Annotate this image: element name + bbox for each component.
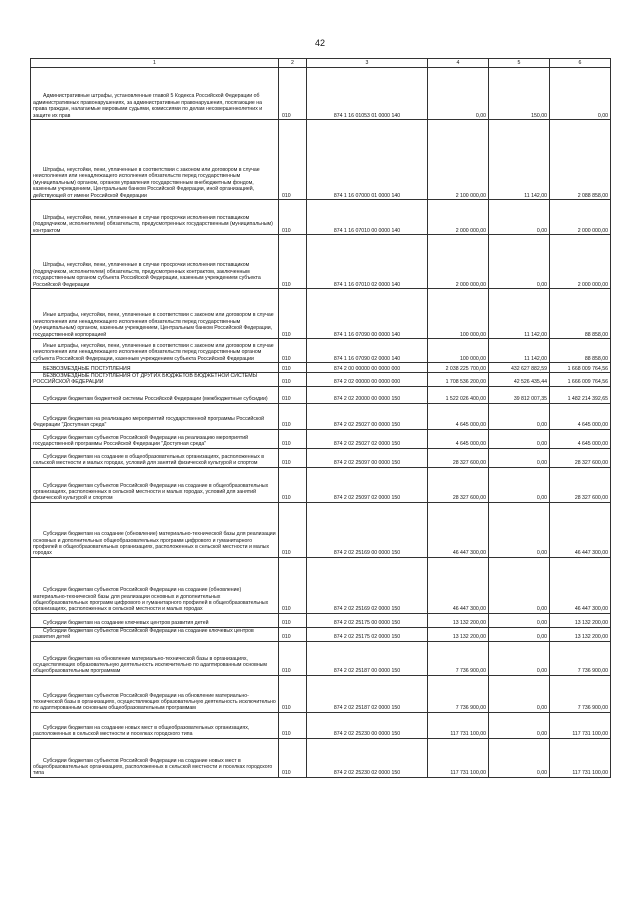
budget-table (30, 58, 611, 778)
column-header: 5 (489, 59, 550, 68)
row-budget-code-cell: 874 1 16 01053 01 0000 140 (307, 68, 428, 120)
row-budget-code-cell: 874 2 02 00000 00 0000 000 (307, 373, 428, 387)
row-budget-code-cell: 874 2 02 25175 00 0000 150 (307, 613, 428, 627)
row-executed-cell: 0,00 (489, 675, 550, 712)
column-header: 4 (428, 59, 489, 68)
table-row (31, 373, 611, 387)
row-executed-cell: 0,00 (489, 429, 550, 448)
table-row (31, 738, 611, 777)
row-budget-code-cell: 874 2 02 25027 00 0000 150 (307, 403, 428, 429)
row-unexecuted-cell: 2 000 000,00 (550, 200, 611, 235)
row-plan-cell: 13 132 200,00 (428, 627, 489, 641)
row-budget-code-cell: 874 2 02 25169 02 0000 150 (307, 557, 428, 613)
row-name-cell (31, 403, 279, 429)
row-line-code-cell: 010 (279, 627, 307, 641)
table-row (31, 712, 611, 738)
row-plan-cell: 2 100 000,00 (428, 120, 489, 200)
row-unexecuted-cell: 1 668 009 764,56 (550, 363, 611, 373)
row-line-code-cell: 010 (279, 502, 307, 557)
row-budget-code-cell: 874 2 02 25175 02 0000 150 (307, 627, 428, 641)
row-plan-cell: 2 000 000,00 (428, 200, 489, 235)
row-unexecuted-cell: 46 447 300,00 (550, 557, 611, 613)
page-number: 42 (314, 38, 325, 48)
table-row (31, 386, 611, 403)
row-unexecuted-cell: 117 731 100,00 (550, 738, 611, 777)
row-name-cell (31, 675, 279, 712)
row-name-cell (31, 373, 279, 387)
row-name-cell (31, 613, 279, 627)
row-name-text: Штрафы, неустойки, пени, уплаченные в соответствии с законом или договором в случае неисполнения или ненадлежащего исполнения обязательств перед государственным (муниципальным) органом, органом управления государственным внебюджетным фондом, казенным учреждением, Центральным банком Российской Федерации, иной организацией, действующей от имени Российской Федерации (33, 166, 260, 199)
row-executed-cell: 0,00 (489, 613, 550, 627)
row-executed-cell: 0,00 (489, 712, 550, 738)
row-executed-cell: 0,00 (489, 557, 550, 613)
row-unexecuted-cell: 13 132 200,00 (550, 627, 611, 641)
row-plan-cell: 7 736 900,00 (428, 675, 489, 712)
table-row (31, 502, 611, 557)
row-executed-cell: 432 627 882,59 (489, 363, 550, 373)
row-unexecuted-cell: 4 645 000,00 (550, 403, 611, 429)
row-name-text: Штрафы, неустойки, пени, уплаченные в случае просрочки исполнения поставщиком (подрядчиком, исполнителем) обязательств, предусмотренных государственным (муниципальным) контрактом (33, 214, 273, 234)
row-unexecuted-cell: 13 132 200,00 (550, 613, 611, 627)
table-row (31, 120, 611, 200)
table-row (31, 429, 611, 448)
row-name-cell (31, 712, 279, 738)
row-name-text: Иные штрафы, неустойки, пени, уплаченные в соответствии с законом или договором в случае неисполнения или ненадлежащего исполнения обязательств перед государственным (муниципальным) органом, казенным учреждением, Центральным банком Российской Федерации, государственной корпорацией (33, 312, 274, 338)
row-name-text: Субсидии бюджетам на создание новых мест в общеобразовательных организациях, расположенных в сельской местности и поселках городского типа (33, 725, 250, 738)
row-budget-code-cell: 874 1 16 07000 01 0000 140 (307, 120, 428, 200)
row-line-code-cell: 010 (279, 200, 307, 235)
row-name-text: Субсидии бюджетам субъектов Российской Федерации на создание в общеобразовательных организациях, расположенных в сельской местности и малых городах, условий для занятий физической культурой и спортом (33, 482, 269, 502)
row-plan-cell: 7 736 900,00 (428, 641, 489, 675)
row-executed-cell: 42 526 435,44 (489, 373, 550, 387)
row-executed-cell: 0,00 (489, 448, 550, 467)
row-line-code-cell: 010 (279, 363, 307, 373)
row-line-code-cell: 010 (279, 467, 307, 502)
row-budget-code-cell: 874 2 02 25187 02 0000 150 (307, 675, 428, 712)
row-executed-cell: 11 142,00 (489, 120, 550, 200)
row-line-code-cell: 010 (279, 675, 307, 712)
row-plan-cell: 2 038 225 700,00 (428, 363, 489, 373)
table-row (31, 68, 611, 120)
row-unexecuted-cell: 4 645 000,00 (550, 429, 611, 448)
row-line-code-cell: 010 (279, 738, 307, 777)
table-row (31, 627, 611, 641)
table-row (31, 641, 611, 675)
row-name-text: Субсидии бюджетам бюджетной системы Российской Федерации (межбюджетные субсидии) (43, 396, 268, 403)
row-unexecuted-cell: 7 736 900,00 (550, 641, 611, 675)
row-name-cell (31, 68, 279, 120)
row-line-code-cell: 010 (279, 429, 307, 448)
row-unexecuted-cell: 2 088 858,00 (550, 120, 611, 200)
row-name-cell (31, 235, 279, 289)
row-plan-cell: 13 132 200,00 (428, 613, 489, 627)
row-plan-cell: 28 327 600,00 (428, 467, 489, 502)
row-budget-code-cell: 874 2 02 25187 00 0000 150 (307, 641, 428, 675)
row-line-code-cell: 010 (279, 403, 307, 429)
row-name-cell (31, 200, 279, 235)
row-budget-code-cell: 874 2 02 25230 00 0000 150 (307, 712, 428, 738)
row-budget-code-cell: 874 2 02 25230 02 0000 150 (307, 738, 428, 777)
row-budget-code-cell: 874 1 16 07090 00 0000 140 (307, 289, 428, 339)
row-unexecuted-cell: 88 858,00 (550, 339, 611, 363)
row-plan-cell: 46 447 300,00 (428, 557, 489, 613)
column-header: 1 (31, 59, 279, 68)
header-row (31, 59, 611, 68)
row-plan-cell: 100 000,00 (428, 339, 489, 363)
table-row (31, 675, 611, 712)
table-row (31, 289, 611, 339)
row-unexecuted-cell: 0,00 (550, 68, 611, 120)
row-name-cell (31, 467, 279, 502)
row-name-text: БЕЗВОЗМЕЗДНЫЕ ПОСТУПЛЕНИЯ ОТ ДРУГИХ БЮДЖЕТОВ БЮДЖЕТНОЙ СИСТЕМЫ РОССИЙСКОЙ ФЕДЕРАЦИИ (33, 373, 258, 386)
row-unexecuted-cell: 28 327 600,00 (550, 467, 611, 502)
table-row (31, 448, 611, 467)
row-line-code-cell: 010 (279, 557, 307, 613)
row-budget-code-cell: 874 2 02 25027 02 0000 150 (307, 429, 428, 448)
row-line-code-cell: 010 (279, 386, 307, 403)
table-row (31, 613, 611, 627)
row-executed-cell: 0,00 (489, 235, 550, 289)
row-executed-cell: 11 142,00 (489, 289, 550, 339)
row-name-text: БЕЗВОЗМЕЗДНЫЕ ПОСТУПЛЕНИЯ (43, 365, 131, 372)
row-name-cell (31, 429, 279, 448)
row-name-cell (31, 289, 279, 339)
row-budget-code-cell: 874 1 16 07010 02 0000 140 (307, 235, 428, 289)
row-executed-cell: 0,00 (489, 502, 550, 557)
row-name-text: Субсидии бюджетам на создание ключевых центров развития детей (43, 620, 209, 627)
row-name-text: Субсидии бюджетам на создание (обновление) материально-технической базы для реализации основных и дополнительных общеобразовательных программ цифрового и гуманитарного профилей в общеобразовательных организациях, расположенных в сельской местности и малых городах (33, 531, 276, 557)
row-budget-code-cell: 874 2 02 25169 00 0000 150 (307, 502, 428, 557)
row-plan-cell: 1 522 026 400,00 (428, 386, 489, 403)
row-name-cell (31, 386, 279, 403)
row-unexecuted-cell: 1 482 214 392,65 (550, 386, 611, 403)
row-unexecuted-cell: 7 736 900,00 (550, 675, 611, 712)
row-unexecuted-cell: 1 666 009 764,56 (550, 373, 611, 387)
row-name-text: Субсидии бюджетам субъектов Российской Федерации на создание новых мест в общеобразовательных организациях, расположенных в сельской местности и поселках городского типа (33, 757, 273, 777)
row-line-code-cell: 010 (279, 712, 307, 738)
row-line-code-cell: 010 (279, 289, 307, 339)
table-row (31, 403, 611, 429)
row-name-text: Субсидии бюджетам на обновление материально-технической базы в организациях, осуществляющих образовательную деятельность исключительно по адаптированным основным общеобразовательным программам (33, 655, 267, 675)
row-unexecuted-cell: 46 447 300,00 (550, 502, 611, 557)
row-unexecuted-cell: 88 858,00 (550, 289, 611, 339)
row-name-text: Субсидии бюджетам субъектов Российской Федерации на создание ключевых центров развития детей (33, 628, 254, 641)
row-budget-code-cell: 874 2 02 25097 02 0000 150 (307, 467, 428, 502)
row-name-text: Субсидии бюджетам на реализацию мероприятий государственной программы Российской Федерации "Доступная среда" (33, 416, 265, 429)
row-name-text: Административные штрафы, установленные главой 5 Кодекса Российской Федерации об административных правонарушениях, за административные правонарушения, посягающие на права граждан, налагаемые мировыми судьями, комиссиями по делам несовершеннолетних и защите их прав (33, 93, 263, 119)
row-plan-cell: 117 731 100,00 (428, 738, 489, 777)
row-executed-cell: 0,00 (489, 200, 550, 235)
row-unexecuted-cell: 117 731 100,00 (550, 712, 611, 738)
row-executed-cell: 0,00 (489, 627, 550, 641)
row-budget-code-cell: 874 2 00 00000 00 0000 000 (307, 363, 428, 373)
row-plan-cell: 1 708 536 200,00 (428, 373, 489, 387)
table-row (31, 235, 611, 289)
row-executed-cell: 0,00 (489, 641, 550, 675)
column-header: 3 (307, 59, 428, 68)
table-row (31, 467, 611, 502)
row-budget-code-cell: 874 2 02 20000 00 0000 150 (307, 386, 428, 403)
row-plan-cell: 4 645 000,00 (428, 403, 489, 429)
row-line-code-cell: 010 (279, 235, 307, 289)
row-name-text: Субсидии бюджетам субъектов Российской Федерации на реализацию мероприятий государственной программы Российской Федерации "Доступная среда" (33, 435, 249, 448)
row-plan-cell: 117 731 100,00 (428, 712, 489, 738)
row-name-cell (31, 641, 279, 675)
row-line-code-cell: 010 (279, 448, 307, 467)
row-executed-cell: 11 142,00 (489, 339, 550, 363)
row-unexecuted-cell: 2 000 000,00 (550, 235, 611, 289)
row-line-code-cell: 010 (279, 68, 307, 120)
row-executed-cell: 150,00 (489, 68, 550, 120)
row-unexecuted-cell: 28 327 600,00 (550, 448, 611, 467)
row-name-text: Субсидии бюджетам субъектов Российской Федерации на создание (обновление) материально-технической базы для реализации основных и дополнительных общеобразовательных программ цифрового и гуманитарного профилей в общеобразовательных организациях, расположенных в сельской местности и малых городах (33, 587, 269, 613)
row-name-cell (31, 339, 279, 363)
row-line-code-cell: 010 (279, 339, 307, 363)
row-budget-code-cell: 874 2 02 25097 00 0000 150 (307, 448, 428, 467)
table-row (31, 200, 611, 235)
row-name-cell (31, 448, 279, 467)
row-plan-cell: 28 327 600,00 (428, 448, 489, 467)
row-plan-cell: 2 000 000,00 (428, 235, 489, 289)
row-line-code-cell: 010 (279, 613, 307, 627)
row-name-cell (31, 502, 279, 557)
row-line-code-cell: 010 (279, 120, 307, 200)
row-plan-cell: 0,00 (428, 68, 489, 120)
row-executed-cell: 0,00 (489, 403, 550, 429)
table-body (31, 68, 611, 778)
row-line-code-cell: 010 (279, 641, 307, 675)
row-name-text: Иные штрафы, неустойки, пени, уплаченные в соответствии с законом или договором в случае неисполнения или ненадлежащего исполнения обязательств перед государственным органом субъекта Российской Федерации, казенным учреждением субъекта Российской Федерации (33, 342, 274, 362)
column-header: 2 (279, 59, 307, 68)
row-plan-cell: 100 000,00 (428, 289, 489, 339)
table-row (31, 339, 611, 363)
row-name-cell (31, 738, 279, 777)
row-name-text: Субсидии бюджетам субъектов Российской Федерации на обновление материально-технической базы в организациях, осуществляющих образовательную деятельность исключительно по адаптированным основным общеобразовательным программам (33, 692, 276, 712)
row-line-code-cell: 010 (279, 373, 307, 387)
table-row (31, 363, 611, 373)
row-name-cell (31, 557, 279, 613)
row-budget-code-cell: 874 1 16 07010 00 0000 140 (307, 200, 428, 235)
row-executed-cell: 0,00 (489, 467, 550, 502)
row-executed-cell: 0,00 (489, 738, 550, 777)
row-name-cell (31, 363, 279, 373)
row-name-text: Субсидии бюджетам на создание в общеобразовательных организациях, расположенных в сельской местности и малых городах, условий для занятий физической культурой и спортом (33, 454, 265, 467)
row-plan-cell: 46 447 300,00 (428, 502, 489, 557)
row-plan-cell: 4 645 000,00 (428, 429, 489, 448)
row-name-text: Штрафы, неустойки, пени, уплаченные в случае просрочки исполнения поставщиком (подрядчиком, исполнителем) обязательств, предусмотренных контрактом, заключенным государственным органом субъекта Российской Федерации, казенным учреждением субъекта Российской Федерации (33, 262, 261, 288)
row-name-cell (31, 120, 279, 200)
row-name-cell (31, 627, 279, 641)
table-row (31, 557, 611, 613)
column-header: 6 (550, 59, 611, 68)
row-budget-code-cell: 874 1 16 07090 02 0000 140 (307, 339, 428, 363)
row-executed-cell: 39 812 007,35 (489, 386, 550, 403)
